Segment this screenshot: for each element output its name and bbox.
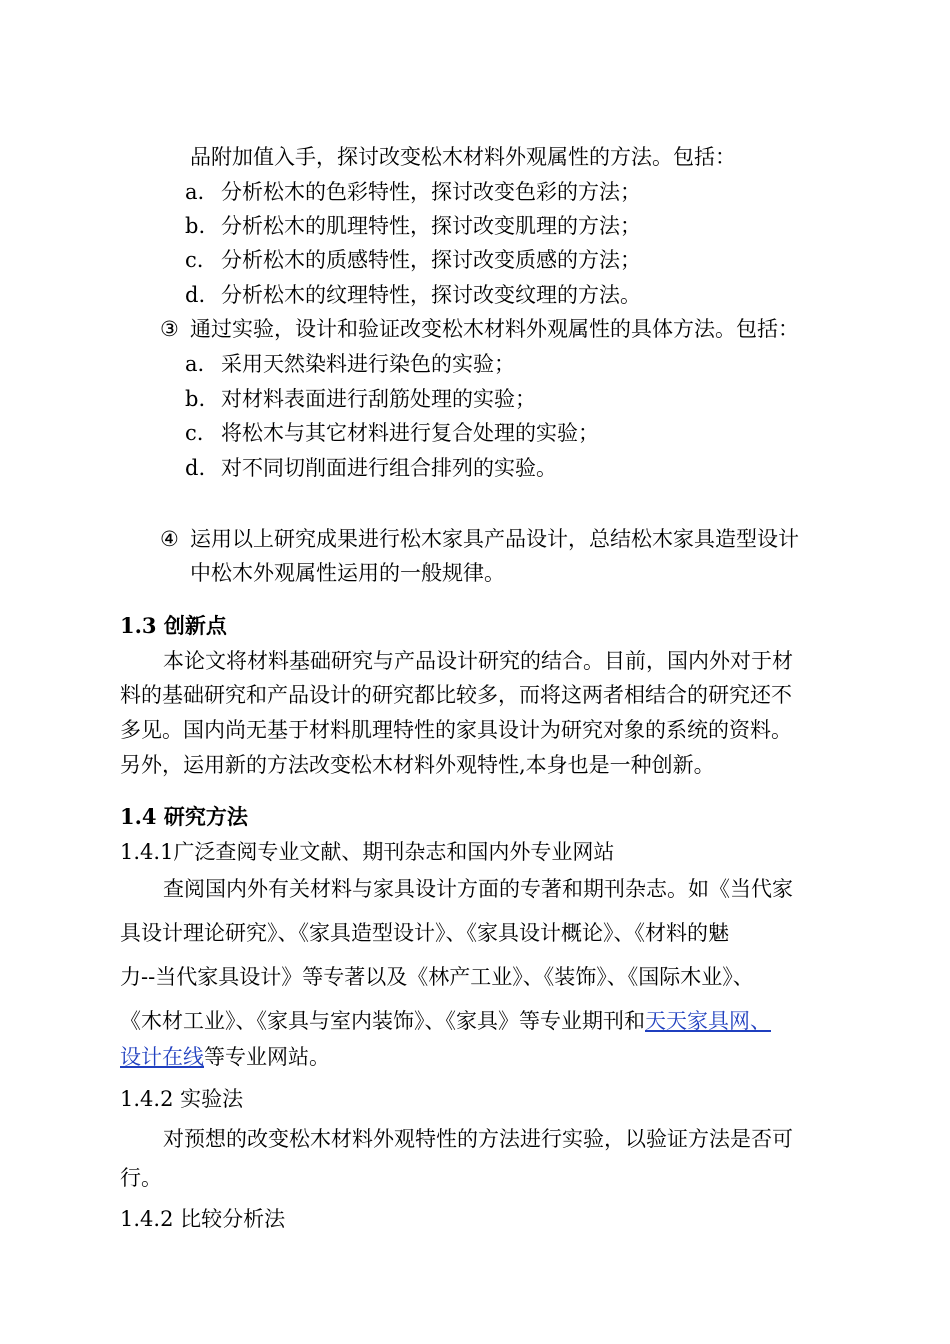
paragraph-line: 对预想的改变松木材料外观特性的方法进行实验，以验证方法是否可 [163,1127,793,1151]
list-item-scrape [185,384,536,414]
website-link-tiantian[interactable]: 天天家具网、 [645,1009,771,1033]
paragraph-line: 查阅国内外有关材料与家具设计方面的专著和期刊杂志。如《当代家 [163,877,793,901]
list-label: a. [185,180,205,204]
paragraph-line: 本论文将材料基础研究与产品设计研究的结合。目前，国内外对于材 [163,649,793,673]
section-heading-1-4: 1.4 研究方法 [120,804,248,829]
paragraph-line: 中松木外观属性运用的一般规律。 [190,561,505,585]
item-number: ③ [160,317,179,341]
section-heading-1-3: 1.3 创新点 [120,613,227,638]
paragraph-text: 等专业网站。 [204,1045,330,1069]
paragraph-line: 料的基础研究和产品设计的研究都比较多，而将这两者相结合的研究还不 [120,683,792,707]
item-text: 运用以上研究成果进行松木家具产品设计，总结松木家具造型设计 [190,527,799,551]
list-text: 分析松木的纹理特性，探讨改变纹理的方法。 [221,283,641,307]
list-item-dye [185,349,515,379]
list-label: c. [185,421,204,445]
paragraph-line [120,1042,330,1072]
list-item-color [185,177,641,207]
list-label: d. [185,283,206,307]
paragraph-line: 行。 [120,1166,162,1190]
list-label: d. [185,456,206,480]
paragraph-line: 具设计理论研究》、《家具造型设计》、《家具设计概论》、《材料的魅 [120,921,729,945]
list-item-grain [185,280,641,310]
subsection-heading-1-4-2: 1.4.2 实验法 [120,1087,244,1111]
list-text: 分析松木的色彩特性，探讨改变色彩的方法； [221,180,641,204]
list-text: 将松木与其它材料进行复合处理的实验； [221,421,599,445]
list-label: b. [185,214,206,238]
paragraph-line: 品附加值入手，探讨改变松木材料外观属性的方法。包括： [190,145,736,169]
list-item-feel [185,245,641,275]
paragraph-line: 另外，运用新的方法改变松木材料外观特性,本身也是一种创新。 [120,753,715,777]
list-label: b. [185,387,206,411]
subsection-heading-1-4-1: 1.4.1广泛查阅专业文献、期刊杂志和国内外专业网站 [120,840,615,864]
list-text: 对材料表面进行刮筋处理的实验； [221,387,536,411]
website-link-design-online[interactable]: 设计在线 [120,1045,204,1069]
list-text: 对不同切削面进行组合排列的实验。 [221,456,557,480]
numbered-item-4 [160,524,799,554]
paragraph-text: 《木材工业》、《家具与室内装饰》、《家具》等专业期刊和 [120,1009,645,1033]
list-text: 分析松木的质感特性，探讨改变质感的方法； [221,248,641,272]
list-label: c. [185,248,204,272]
list-text: 分析松木的肌理特性，探讨改变肌理的方法； [221,214,641,238]
numbered-item-3 [160,314,799,344]
list-label: a. [185,352,205,376]
list-item-composite [185,418,599,448]
subsection-heading-1-4-3: 1.4.2 比较分析法 [120,1207,286,1231]
paragraph-line [120,1006,771,1036]
item-number: ④ [160,527,179,551]
list-text: 采用天然染料进行染色的实验； [221,352,515,376]
list-item-arrangement [185,453,557,483]
item-text: 通过实验，设计和验证改变松木材料外观属性的具体方法。包括： [190,317,799,341]
list-item-texture [185,211,641,241]
paragraph-line: 多见。国内尚无基于材料肌理特性的家具设计为研究对象的系统的资料。 [120,718,792,742]
paragraph-line: 力--当代家具设计》等专著以及《林产工业》、《装饰》、《国际木业》、 [120,965,754,989]
